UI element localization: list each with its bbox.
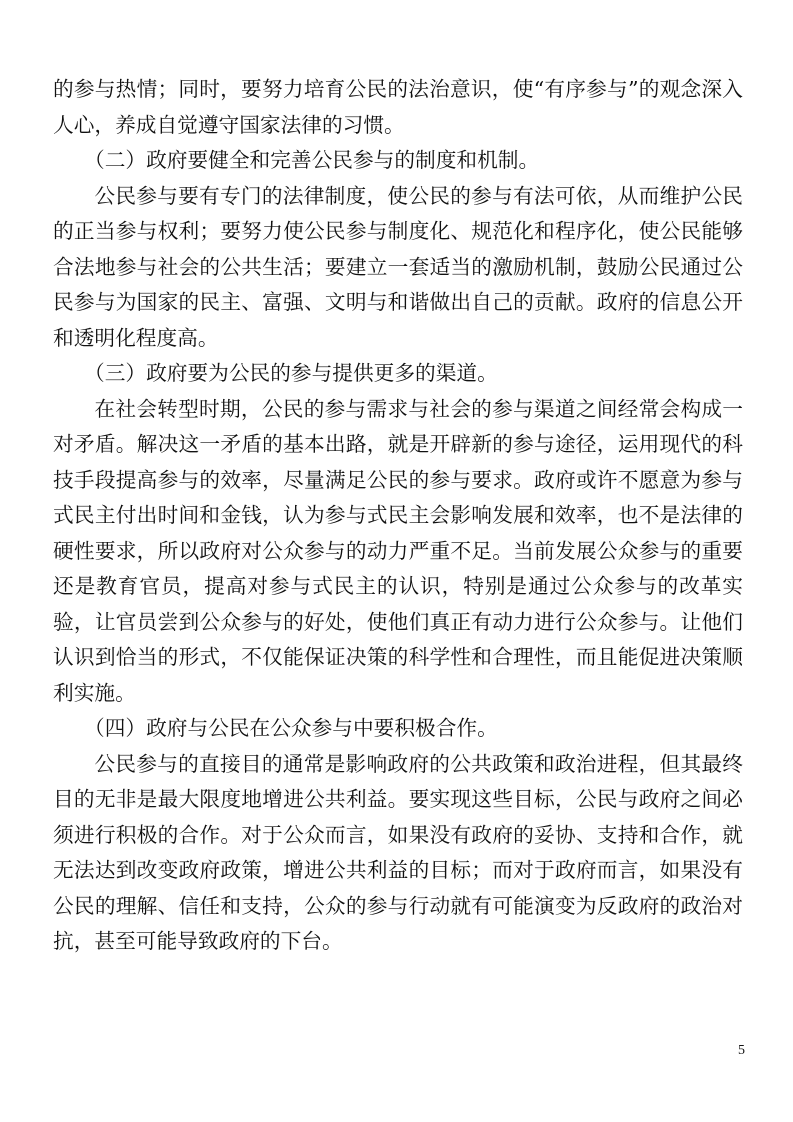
- section-heading-2: （二）政府要健全和完善公民参与的制度和机制。: [84, 148, 540, 172]
- section-heading-4: （四）政府与公民在公众参与中要积极合作。: [84, 716, 498, 740]
- paragraph-cooperation: 公民参与的直接目的通常是影响政府的公共政策和政治进程，但其最终目的无非是最大限度地增进公共利益。要实现这些目标，公民与政府之间必须进行积极的合作。对于公众而言，如果没有政府的妥协、支持和合作，就无法达到改变政府政策，增进公共利益的目标；而对于政府而言，如果没有公民的理解、信任和支持，公众的参与行动就有可能演变为反政府的政治对抗，甚至可能导致政府的下台。: [53, 751, 743, 953]
- page-body: [53, 72, 743, 960]
- paragraph-continuation: 的参与热情；同时，要努力培育公民的法治意识，使“有序参与”的观念深入人心，养成自觉遵守国家法律的习惯。: [53, 77, 743, 137]
- paragraph-channels: 在社会转型时期，公民的参与需求与社会的参与渠道之间经常会构成一对矛盾。解决这一矛盾的基本出路，就是开辟新的参与途径，运用现代的科技手段提高参与的效率，尽量满足公民的参与要求。政府或许不愿意为参与式民主付出时间和金钱，认为参与式民主会影响发展和效率，也不是法律的硬性要求，所以政府对公众参与的动力严重不足。当前发展公众参与的重要还是教育官员，提高对参与式民主的认识，特别是通过公众参与的改革实验，让官员尝到公众参与的好处，使他们真正有动力进行公众参与。让他们认识到恰当的形式，不仅能保证决策的科学性和合理性，而且能促进决策顺利实施。: [53, 396, 743, 705]
- paragraph-institutions: 公民参与要有专门的法律制度，使公民的参与有法可依，从而维护公民的正当参与权利；要努力使公民参与制度化、规范化和程序化，使公民能够合法地参与社会的公共生活；要建立一套适当的激励机制，鼓励公民通过公民参与为国家的民主、富强、文明与和谐做出自己的贡献。政府的信息公开和透明化程度高。: [53, 183, 743, 350]
- section-heading-3: （三）政府要为公民的参与提供更多的渠道。: [84, 361, 498, 385]
- page-number: 5: [738, 1043, 745, 1058]
